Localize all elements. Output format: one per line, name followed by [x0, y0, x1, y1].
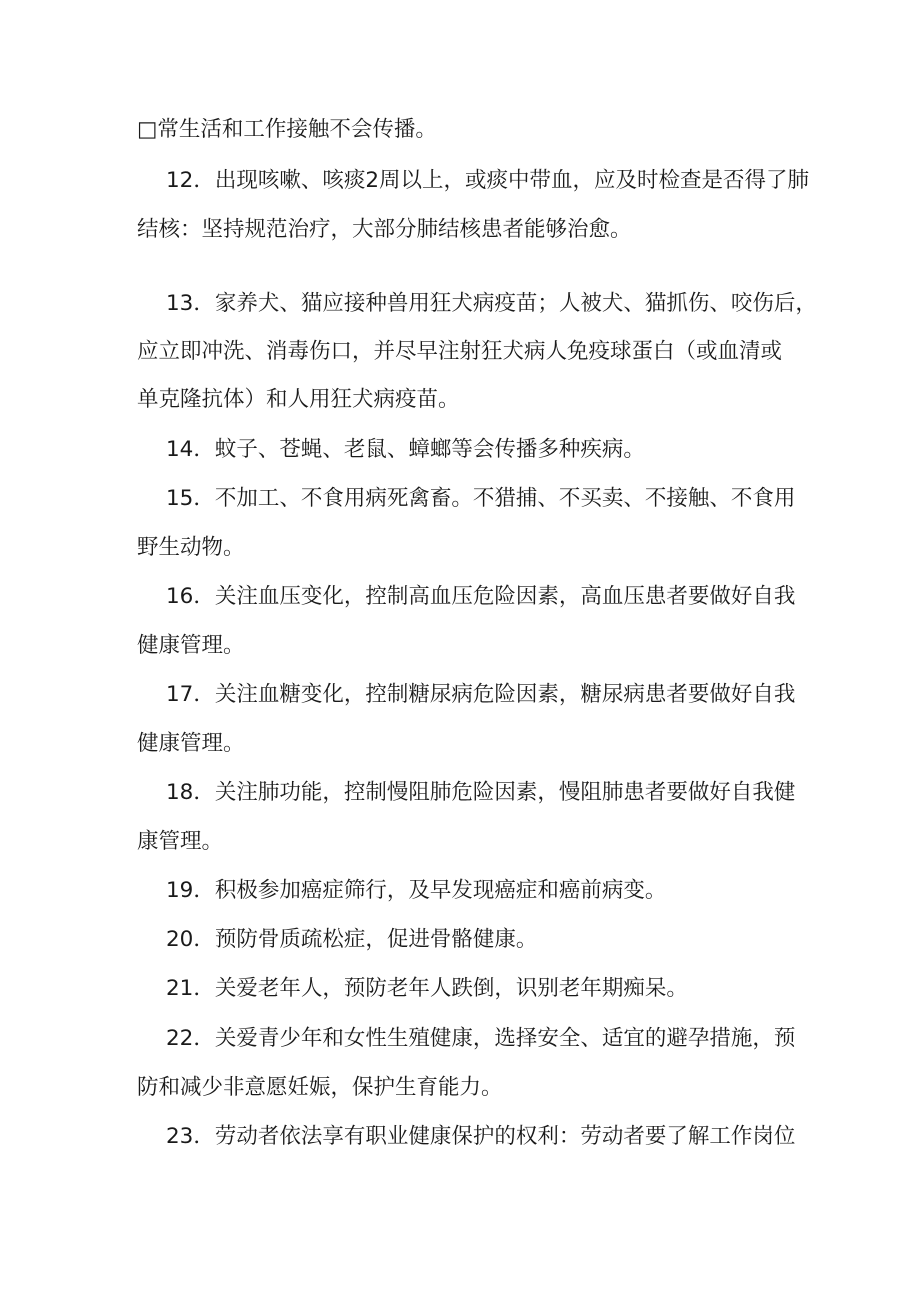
- item-18-line-1: 18．关注肺功能，控制慢阻肺危险因素，慢阻肺患者要做好自我健: [166, 780, 796, 805]
- item-15-line-2: 野生动物。: [137, 535, 245, 560]
- item-22-line-1: 22．关爱青少年和女性生殖健康，选择安全、适宜的避孕措施，预: [166, 1026, 796, 1051]
- text-line-1: □常生活和工作接触不会传播。: [137, 117, 437, 142]
- item-20-line-1: 20．预防骨质疏松症，促进骨骼健康。: [166, 927, 538, 952]
- item-13-line-3: 单克隆抗体）和人用狂犬病疫苗。: [137, 387, 460, 412]
- item-14-line-1: 14．蚊子、苍蝇、老鼠、蟑螂等会传播多种疾病。: [166, 437, 645, 462]
- item-19-line-1: 19．积极参加癌症筛行，及早发现癌症和癌前病变。: [166, 878, 667, 903]
- item-22-line-2: 防和减少非意愿妊娠，保护生育能力。: [137, 1075, 503, 1100]
- item-15-line-1: 15．不加工、不食用病死禽畜。不猎捕、不买卖、不接触、不食用: [166, 486, 796, 511]
- item-12-line-2: 结核：坚持规范治疗，大部分肺结核患者能够治愈。: [137, 217, 632, 242]
- item-13-line-2: 应立即冲洗、消毒伤口，并尽早注射狂犬病人免疫球蛋白（或血清或: [137, 339, 783, 364]
- item-13-line-1: 13．家养犬、猫应接种兽用狂犬病疫苗；人被犬、猫抓伤、咬伤后，: [166, 291, 817, 316]
- item-12-line-1: 12．出现咳嗽、咳痰2周以上，或痰中带血，应及时检查是否得了肺: [166, 168, 810, 193]
- item-23-line-1: 23．劳动者依法享有职业健康保护的权利：劳动者要了解工作岗位: [166, 1124, 796, 1149]
- item-21-line-1: 21．关爱老年人，预防老年人跌倒，识别老年期痴呆。: [166, 976, 688, 1001]
- item-17-line-1: 17．关注血糖变化，控制糖尿病危险因素，糖尿病患者要做好自我: [166, 682, 796, 707]
- item-17-line-2: 健康管理。: [137, 731, 245, 756]
- item-18-line-2: 康管理。: [137, 829, 224, 854]
- item-16-line-1: 16．关注血压变化，控制高血压危险因素，高血压患者要做好自我: [166, 584, 796, 609]
- item-16-line-2: 健康管理。: [137, 633, 245, 658]
